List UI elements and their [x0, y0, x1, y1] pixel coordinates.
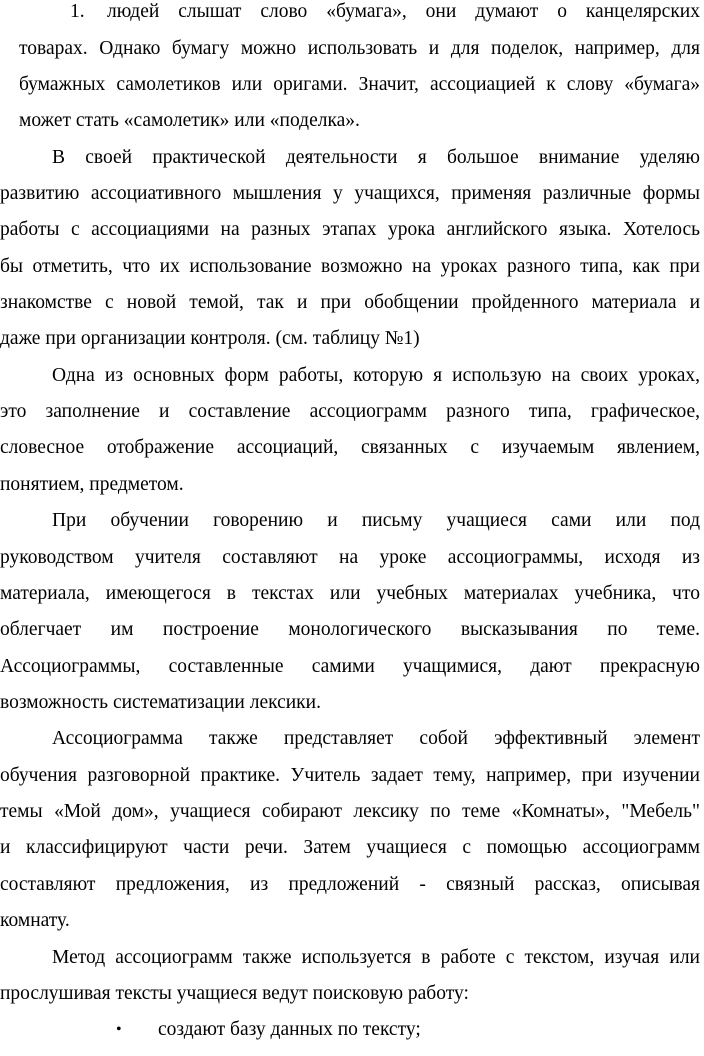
text-line-26: комнату. [0, 910, 70, 931]
list-item-number: 1. [70, 1, 85, 22]
text-line-21: Ассоциограмма также представляет собой эффективный элемент [52, 728, 700, 749]
text-line-17: материала, имеющегося в текстах или учебных материалах учебника, что [0, 583, 700, 604]
text-line-7: работы с ассоциациями на разных этапах урока английского языка. Хотелось [0, 219, 700, 240]
text-line-12: это заполнение и составление ассоциограмм разного типа, графическое, [0, 401, 700, 422]
text-line-23: темы «Мой дом», учащиеся собирают лексику по теме «Комнаты», "Мебель" [0, 801, 700, 822]
text-line-1: людей слышат слово «бумага», они думают о канцелярских [107, 1, 700, 22]
text-line-14: понятием, предметом. [0, 474, 184, 495]
text-line-22: обучения разговорной практике. Учитель задает тему, например, при изучении [0, 765, 700, 786]
text-line-8: бы отметить, что их использование возможно на уроках разного типа, как при [0, 256, 700, 277]
text-line-13: словесное отображение ассоциаций, связанных с изучаемым явлением, [0, 437, 700, 458]
bullet-item-text: создают базу данных по тексту; [158, 1019, 421, 1040]
text-line-28: прослушивая тексты учащиеся ведут поисковую работу: [0, 983, 469, 1004]
bullet-symbol: • [116, 1021, 122, 1038]
text-line-16: руководством учителя составляют на уроке ассоциограммы, исходя из [0, 547, 700, 568]
text-line-19: Ассоциограммы, составленные самими учащимися, дают прекрасную [0, 656, 700, 677]
text-line-10: даже при организации контроля. (см. таблицу №1) [0, 328, 420, 349]
text-line-25: составляют предложения, из предложений - связный рассказ, описывая [0, 874, 700, 895]
text-line-2: товарах. Однако бумагу можно использовать и для поделок, например, для [19, 38, 700, 59]
text-line-4: может стать «самолетик» или «поделка». [19, 110, 360, 131]
text-line-27: Метод ассоциограмм также используется в работе с текстом, изучая или [52, 947, 700, 968]
text-line-6: развитию ассоциативного мышления у учащихся, применяя различные формы [0, 183, 700, 204]
text-line-3: бумажных самолетиков или оригами. Значит, ассоциацией к слову «бумага» [19, 74, 700, 95]
text-line-15: При обучении говорению и письму учащиеся сами или под [52, 510, 700, 531]
text-line-20: возможность систематизации лексики. [0, 692, 321, 713]
text-line-9: знакомстве с новой темой, так и при обобщении пройденного материала и [0, 292, 700, 313]
text-line-18: облегчает им построение монологического высказывания по теме. [0, 619, 700, 640]
text-line-11: Одна из основных форм работы, которую я использую на своих уроках, [52, 365, 700, 386]
text-line-5: В своей практической деятельности я большое внимание уделяю [52, 147, 700, 168]
text-line-24: и классифицируют части речи. Затем учащиеся с помощью ассоциограмм [0, 837, 700, 858]
